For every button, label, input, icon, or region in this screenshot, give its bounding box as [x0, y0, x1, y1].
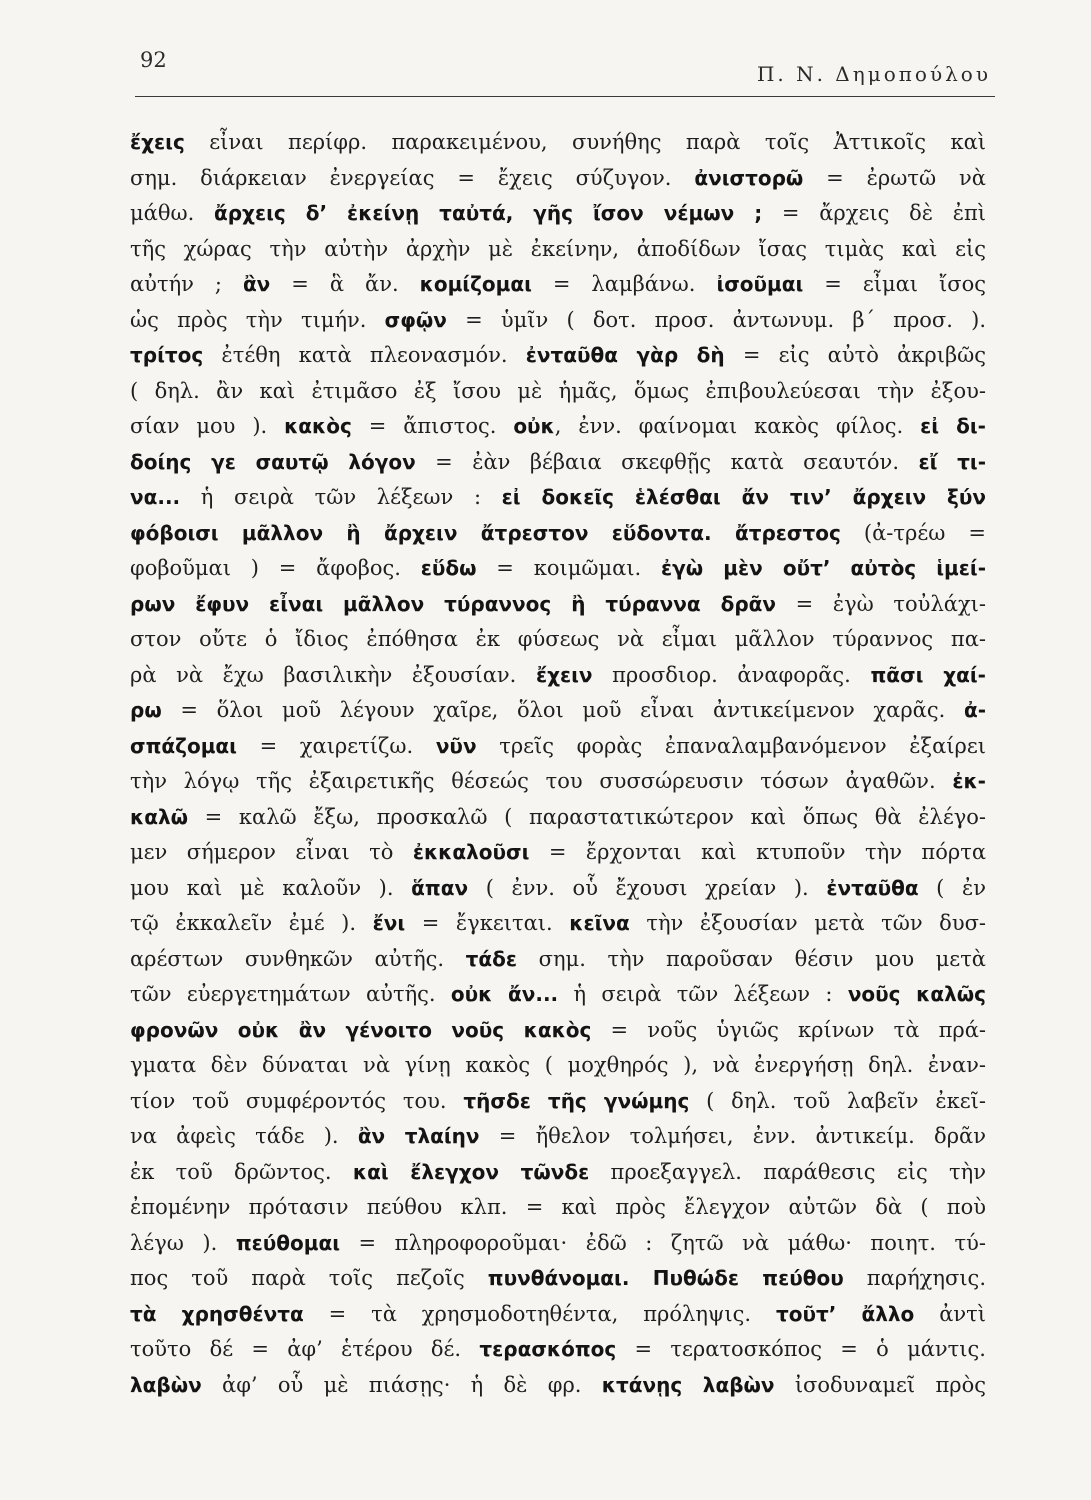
headword: πᾶσι χαί-	[870, 662, 986, 687]
text-line	[130, 587, 986, 623]
text-line	[130, 1155, 986, 1191]
headword: ἄτρεστος	[711, 520, 841, 545]
gloss-text: ἐτέθη κατὰ πλεονασμόν.	[203, 343, 526, 367]
gloss-text: = τὰ χρησμοδοτηθέντα, πρόληψις.	[303, 1301, 776, 1326]
gloss-text: ( ἐν	[918, 875, 986, 900]
gloss-text: παρήχησις.	[843, 1266, 986, 1290]
headword: τὰ χρησθέντα	[130, 1301, 304, 1326]
gloss-text: ( δηλ. τοῦ λαβεῖν ἐκεῖ-	[689, 1088, 986, 1113]
text-line	[130, 1084, 986, 1120]
text-line	[130, 1368, 986, 1404]
page-number: 92	[140, 48, 167, 72]
gloss-text: σίαν μου ).	[130, 414, 285, 438]
headword: τῆσδε τῆς γνώμης	[463, 1088, 690, 1113]
gloss-text: = νοῦς ὑγιῶς κρίνων τὰ πρά-	[591, 1017, 986, 1042]
gloss-text: πος τοῦ παρὰ τοῖς πεζοῖς	[130, 1266, 488, 1290]
gloss-text: ( ἐνν. οὗ ἔχουσι χρείαν ).	[468, 875, 827, 900]
text-line	[130, 338, 986, 374]
headword: ἂν τλαίην	[357, 1124, 480, 1148]
text-line	[130, 906, 986, 942]
text-line	[130, 871, 986, 907]
text-line	[130, 977, 986, 1013]
text-line	[130, 729, 986, 765]
gloss-text: = κοιμῶμαι.	[476, 556, 662, 580]
headword: νοῦς καλῶς	[847, 982, 986, 1006]
text-line	[130, 1190, 986, 1226]
gloss-text: = ὅλοι μοῦ λέγουν χαῖρε, ὅλοι μοῦ εἶναι ἀντικείμενον χαρᾶς.	[161, 698, 964, 722]
headword: εἰ δι-	[920, 414, 986, 438]
gloss-text: ἀφ’ οὗ μὲ πιάσῃς· ἡ δὲ φρ.	[201, 1372, 602, 1397]
headword: καὶ ἔλεγχον τῶνδε	[352, 1159, 590, 1184]
headword: καλῶ	[130, 804, 188, 829]
headword: οὐκ ἄν...	[450, 982, 559, 1006]
headword: δοίης γε σαυτῷ λόγον	[130, 449, 416, 474]
gloss-text: = ἤθελον τολμήσει, ἐνν. ἀντικείμ. δρᾶν	[479, 1124, 986, 1148]
gloss-text: = ἄπιστος.	[351, 414, 514, 438]
text-line	[130, 409, 986, 445]
text-line	[130, 622, 986, 658]
gloss-text: ἀντὶ	[914, 1301, 986, 1326]
gloss-text: τὴν ἐξουσίαν μετὰ τῶν δυσ-	[629, 911, 986, 935]
headword: λαβὼν	[130, 1372, 202, 1397]
gloss-text: τῶν εὐεργετημάτων αὐτῆς.	[130, 982, 451, 1006]
gloss-text: προσδιορ. ἀναφορᾶς.	[592, 662, 871, 687]
headword: ἐνταῦθα	[826, 875, 919, 900]
headword: τερασκόπος	[479, 1337, 617, 1361]
headword: ρων ἔφυν εἶναι μᾶλλον τύραννος ἢ τύραννα δρᾶν	[130, 591, 776, 616]
gloss-text: ρὰ νὰ ἔχω βασιλικὴν ἐξουσίαν.	[130, 662, 536, 687]
gloss-text: σημ. διάρκειαν ἐνεργείας = ἔχεις σύζυγον.	[130, 165, 695, 190]
gloss-text: φοβοῦμαι ) = ἄφοβος.	[130, 556, 421, 580]
headword: ἅπαν	[411, 875, 469, 900]
gloss-text: να ἀφεὶς τάδε ).	[130, 1124, 358, 1148]
headword: ρω	[130, 698, 162, 722]
headword: ἔχειν	[535, 662, 593, 687]
gloss-text: = εἶμαι ἴσος	[803, 272, 986, 296]
text-line	[130, 1261, 986, 1297]
text-line	[130, 1048, 986, 1084]
text-line	[130, 1332, 986, 1368]
text-line	[130, 516, 986, 552]
text-line	[130, 658, 986, 694]
gloss-text: τίον τοῦ συμφέροντός του.	[130, 1088, 464, 1113]
headword: ἐκ-	[952, 769, 986, 793]
text-line	[130, 445, 986, 481]
headword: ἰσοῦμαι	[716, 272, 804, 296]
text-line	[130, 835, 986, 871]
gloss-text: προεξαγγελ. παράθεσις εἰς τὴν	[589, 1159, 986, 1184]
gloss-text: ἐπομένην πρότασιν πεύθου κλπ. = καὶ πρὸς ἔλεγχον αὐτῶν δὰ ( ποὺ	[130, 1195, 986, 1219]
body-text	[130, 125, 986, 1403]
text-line	[130, 232, 986, 268]
gloss-text: ἡ σειρὰ τῶν λέξεων :	[558, 982, 848, 1006]
headword: κτάνῃς λαβὼν	[601, 1372, 775, 1397]
gloss-text: = ἐγὼ τοὐλάχι-	[776, 591, 986, 616]
text-line	[130, 196, 986, 232]
gloss-text: = ἐὰν βέβαια σκεφθῇς κατὰ σεαυτόν.	[415, 449, 919, 474]
gloss-text: = ἔγκειται.	[405, 911, 570, 935]
headword: κεῖνα	[569, 911, 630, 935]
text-line	[130, 303, 986, 339]
headword: ἐγὼ μὲν οὔτ’ αὐτὸς ἱμεί-	[661, 556, 986, 580]
gloss-text: τῆς χώρας τὴν αὐτὴν ἀρχὴν μὲ ἐκείνην, ἀποδίδων ἴσας τιμὰς καὶ εἰς	[130, 236, 986, 261]
gloss-text: = ἔρχονται καὶ κτυποῦν τὴν πόρτα	[529, 840, 986, 864]
text-line	[130, 693, 986, 729]
gloss-text: = χαιρετίζω.	[236, 733, 436, 758]
headword: σφῷν	[384, 307, 447, 332]
gloss-text: ἰσοδυναμεῖ πρὸς	[774, 1372, 986, 1397]
text-line	[130, 125, 986, 161]
gloss-text: αρέστων συνθηκῶν αὐτῆς.	[130, 946, 466, 971]
headword: κομίζομαι	[419, 272, 532, 296]
running-title: Π. Ν. Δημοπούλου	[756, 62, 991, 86]
gloss-text: τὴν λόγῳ τῆς ἐξαιρετικῆς θέσεώς του συσσώρευσιν τόσων ἀγαθῶν.	[130, 769, 953, 793]
text-line	[130, 267, 986, 303]
headword: πυνθάνομαι. Πυθώδε πεύθου	[487, 1266, 844, 1290]
headword: να...	[130, 485, 181, 509]
gloss-text: = καλῶ ἔξω, προσκαλῶ ( παραστατικώτερον καὶ ὅπως θὰ ἐλέγο-	[188, 804, 986, 829]
gloss-text: σημ. τὴν παροῦσαν θέσιν μου μετὰ	[517, 946, 986, 971]
gloss-text: τοῦτο δέ = ἀφ’ ἑτέρου δέ.	[130, 1337, 480, 1361]
text-line	[130, 161, 986, 197]
headword: ἂν	[242, 272, 271, 296]
gloss-text: , ἐνν. φαίνομαι κακὸς φίλος.	[554, 414, 921, 438]
text-line	[130, 374, 986, 410]
gloss-text: στον οὔτε ὁ ἴδιος ἐπόθησα ἐκ φύσεως νὰ εἶμαι μᾶλλον τύραννος πα-	[130, 627, 986, 651]
headword: εἰ δοκεῖς ἑλέσθαι ἄν τιν’ ἄρχειν ξύν	[501, 485, 986, 509]
gloss-text: μεν σήμερον εἶναι τὸ	[130, 840, 413, 864]
gloss-text: μάθω.	[130, 201, 214, 225]
text-line	[130, 942, 986, 978]
gloss-text: = ἐρωτῶ νὰ	[803, 165, 986, 190]
headword: τάδε	[465, 946, 518, 971]
headword: ἀνιστορῶ	[694, 165, 804, 190]
gloss-text: λέγω ).	[130, 1230, 236, 1255]
text-line	[130, 1226, 986, 1262]
headword: ἔνι	[372, 911, 406, 935]
text-line	[130, 480, 986, 516]
headword: ἀ-	[963, 698, 986, 722]
headword: ἔχεις	[130, 130, 185, 154]
text-line	[130, 800, 986, 836]
headword: τρίτος	[130, 343, 204, 367]
gloss-text: = ἄρχεις δὲ ἐπὶ	[762, 201, 986, 225]
gloss-text: = ὑμῖν ( δοτ. προσ. ἀντωνυμ. β΄ προσ. ).	[446, 307, 986, 332]
headword: σπάζομαι	[130, 733, 237, 758]
headword: πεύθομαι	[235, 1230, 341, 1255]
headword: εὕδω	[420, 556, 477, 580]
headword: ἐνταῦθα γὰρ δὴ	[525, 343, 725, 367]
gloss-text: ὡς πρὸς τὴν τιμήν.	[130, 307, 385, 332]
headword: ἐκκαλοῦσι	[412, 840, 530, 864]
headword: ἄρχεις δ’ ἐκείνῃ ταὐτά, γῆς ἴσον νέμων ;	[213, 201, 763, 225]
text-line	[130, 551, 986, 587]
text-line	[130, 764, 986, 800]
gloss-text: εἶναι περίφρ. παρακειμένου, συνήθης παρὰ τοῖς Ἀττικοῖς καὶ	[184, 130, 986, 154]
gloss-text: τρεῖς φορὰς ἐπαναλαμβανόμενον ἐξαίρει	[476, 733, 986, 758]
header-rule	[135, 96, 995, 97]
gloss-text: ἐκ τοῦ δρῶντος.	[130, 1159, 353, 1184]
gloss-text: ( δηλ. ἂν καὶ ἐτιμᾶσο ἐξ ἴσου μὲ ἡμᾶς, ὅμως ἐπιβουλεύεσαι τὴν ἐξου-	[130, 378, 986, 403]
text-line	[130, 1297, 986, 1333]
gloss-text: = ἃ ἄν.	[270, 272, 420, 296]
headword: εἴ τι-	[918, 449, 986, 474]
headword: φρονῶν οὐκ ἂν γένοιτο νοῦς κακὸς	[130, 1017, 592, 1042]
headword: κακὸς	[284, 414, 352, 438]
gloss-text: αὐτήν ;	[130, 272, 243, 296]
gloss-text: γματα δὲν δύναται νὰ γίνῃ κακὸς ( μοχθηρός ), νὰ ἐνεργήσῃ δηλ. ἐναν-	[130, 1053, 986, 1077]
gloss-text: = λαμβάνω.	[531, 272, 717, 296]
gloss-text: ἡ σειρὰ τῶν λέξεων :	[180, 485, 502, 509]
gloss-text: = πληροφοροῦμαι· ἐδῶ : ζητῶ νὰ μάθω· ποιητ. τύ-	[340, 1230, 986, 1255]
gloss-text: = τερατοσκόπος = ὁ μάντις.	[616, 1337, 986, 1361]
gloss-text: = εἰς αὐτὸ ἀκριβῶς	[724, 343, 986, 367]
headword: τοῦτ’ ἄλλο	[775, 1301, 915, 1326]
text-line	[130, 1013, 986, 1049]
gloss-text: (ἀ-τρέω =	[840, 520, 986, 545]
headword: φόβοισι μᾶλλον ἢ ἄρχειν ἄτρεστον εὕδοντα.	[130, 520, 712, 545]
text-line	[130, 1119, 986, 1155]
headword: νῦν	[435, 733, 477, 758]
gloss-text: μου καὶ μὲ καλοῦν ).	[130, 875, 412, 900]
headword: οὐκ	[513, 414, 555, 438]
gloss-text: τῷ ἐκκαλεῖν ἐμέ ).	[130, 911, 373, 935]
